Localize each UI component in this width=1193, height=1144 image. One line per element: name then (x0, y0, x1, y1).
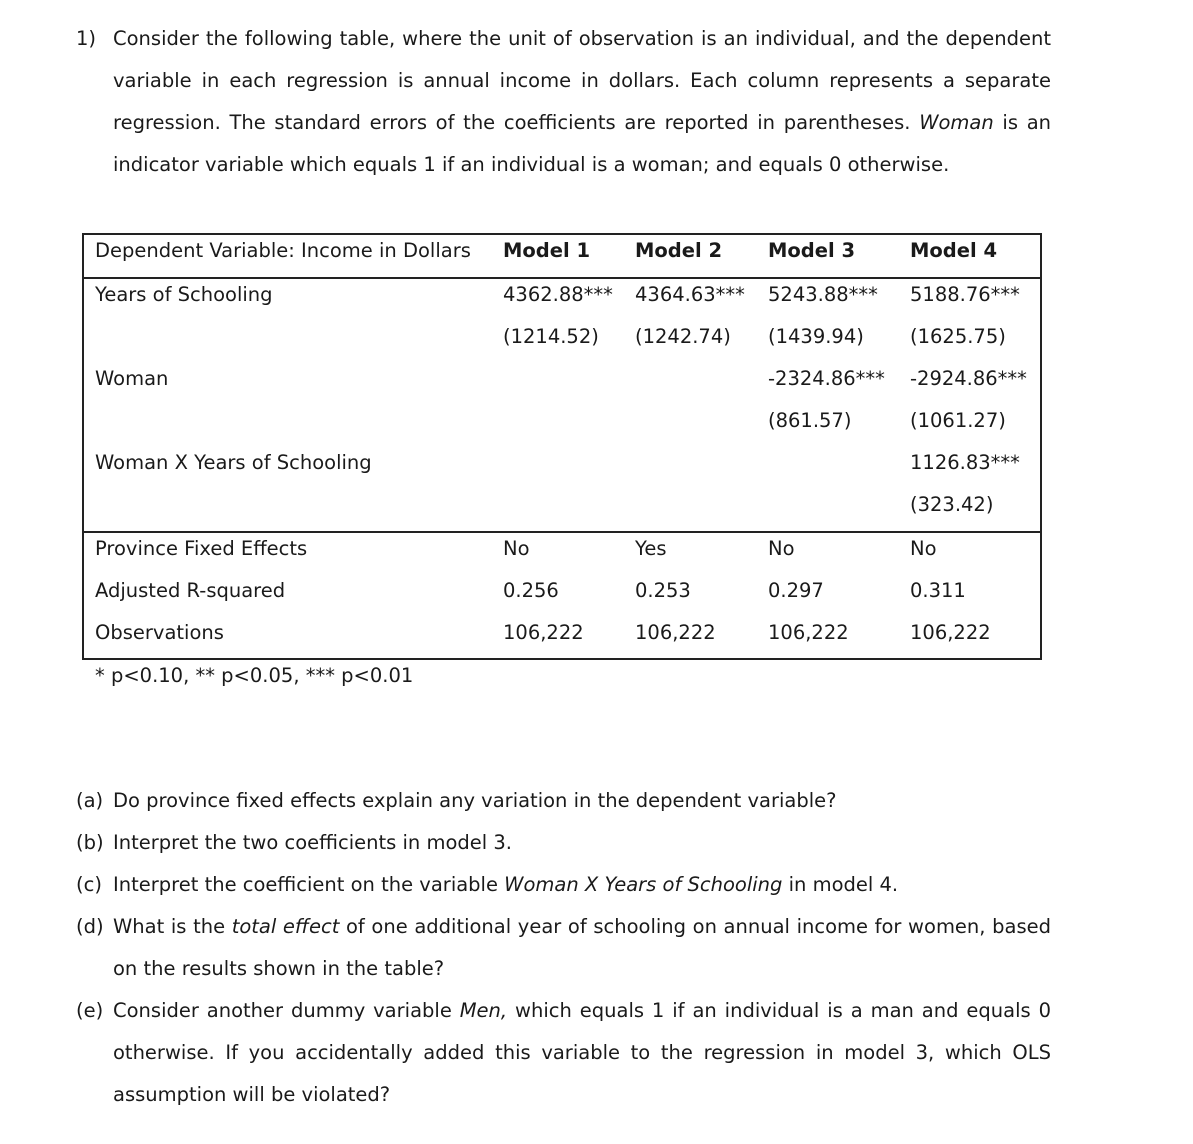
fe-model-1: No (503, 537, 530, 560)
intro-emphasis-woman: Woman (919, 111, 994, 134)
row-label-years-of-schooling: Years of Schooling (95, 283, 273, 306)
coef-schooling-model-1: 4362.88*** (503, 283, 613, 306)
se-interaction-model-4: (323.42) (910, 493, 994, 516)
header-divider (84, 277, 1040, 279)
question-intro (76, 18, 1051, 186)
question-a-text: Do province fixed effects explain any variation in the dependent variable? (113, 789, 837, 812)
question-c-post: in model 4. (782, 873, 899, 896)
row-label-observations: Observations (95, 621, 224, 644)
se-woman-model-4: (1061.27) (910, 409, 1006, 432)
r2-model-3: 0.297 (768, 579, 824, 602)
fe-model-2: Yes (635, 537, 667, 560)
question-d-post: of one additional year of schooling on annual income for women, based on the results shown in the table? (113, 915, 1051, 980)
question-d-text (113, 906, 1051, 990)
question-d (76, 906, 1051, 990)
se-schooling-model-1: (1214.52) (503, 325, 599, 348)
significance-footnote: * p<0.10, ** p<0.05, *** p<0.01 (95, 664, 414, 687)
obs-model-4: 106,222 (910, 621, 991, 644)
coef-woman-model-3: -2324.86*** (768, 367, 885, 390)
question-c-letter: (c) (76, 873, 102, 896)
header-model-2: Model 2 (635, 239, 723, 262)
obs-model-1: 106,222 (503, 621, 584, 644)
question-c-emphasis: Woman X Years of Schooling (504, 873, 783, 896)
header-model-4: Model 4 (910, 239, 998, 262)
r2-model-2: 0.253 (635, 579, 691, 602)
intro-text-part2: is an indicator variable which equals 1 if an individual is a woman; and equals 0 otherwise. (113, 111, 1051, 176)
question-b-letter: (b) (76, 831, 104, 854)
question-number: 1) (76, 27, 97, 50)
r2-model-4: 0.311 (910, 579, 966, 602)
question-e-pre: Consider another dummy variable (113, 999, 460, 1022)
header-model-3: Model 3 (768, 239, 856, 262)
question-e-post: which equals 1 if an individual is a man and equals 0 otherwise. If you accidentally added this variable to the regression in model 3, which OLS assumption will be violated? (113, 999, 1051, 1106)
question-e-text (113, 990, 1051, 1116)
coef-schooling-model-4: 5188.76*** (910, 283, 1020, 306)
fe-model-3: No (768, 537, 795, 560)
fe-model-4: No (910, 537, 937, 560)
r2-model-1: 0.256 (503, 579, 559, 602)
regression-table (82, 233, 1042, 660)
coef-schooling-model-3: 5243.88*** (768, 283, 878, 306)
coef-interaction-model-4: 1126.83*** (910, 451, 1020, 474)
question-c-pre: Interpret the coefficient on the variable (113, 873, 505, 896)
question-e-letter: (e) (76, 999, 104, 1022)
stats-divider (84, 531, 1040, 533)
obs-model-3: 106,222 (768, 621, 849, 644)
se-schooling-model-4: (1625.75) (910, 325, 1006, 348)
question-b-text: Interpret the two coefficients in model 3. (113, 831, 512, 854)
row-label-adjusted-r-squared: Adjusted R-squared (95, 579, 286, 602)
header-dependent-variable: Dependent Variable: Income in Dollars (95, 239, 471, 262)
question-d-letter: (d) (76, 915, 104, 938)
question-d-emphasis: total effect (231, 915, 340, 938)
row-label-woman: Woman (95, 367, 169, 390)
question-c-text (113, 864, 1051, 906)
se-schooling-model-3: (1439.94) (768, 325, 864, 348)
coef-woman-model-4: -2924.86*** (910, 367, 1027, 390)
question-a-letter: (a) (76, 789, 104, 812)
question-a (76, 780, 1051, 822)
sub-questions (76, 780, 1051, 1116)
question-e-emphasis: Men, (459, 999, 508, 1022)
se-schooling-model-2: (1242.74) (635, 325, 731, 348)
question-d-pre: What is the (113, 915, 232, 938)
row-label-province-fixed-effects: Province Fixed Effects (95, 537, 308, 560)
header-model-1: Model 1 (503, 239, 591, 262)
coef-schooling-model-2: 4364.63*** (635, 283, 745, 306)
question-e (76, 990, 1051, 1116)
question-b (76, 822, 1051, 864)
obs-model-2: 106,222 (635, 621, 716, 644)
row-label-woman-x-schooling: Woman X Years of Schooling (95, 451, 372, 474)
se-woman-model-3: (861.57) (768, 409, 852, 432)
question-c (76, 864, 1051, 906)
intro-text-part1: Consider the following table, where the unit of observation is an individual, and the dependent variable in each regression is annual income in dollars. Each column represents a separate regression. The standard errors of the coefficients are reported in parentheses. (113, 27, 1051, 134)
intro-paragraph (113, 18, 1051, 186)
